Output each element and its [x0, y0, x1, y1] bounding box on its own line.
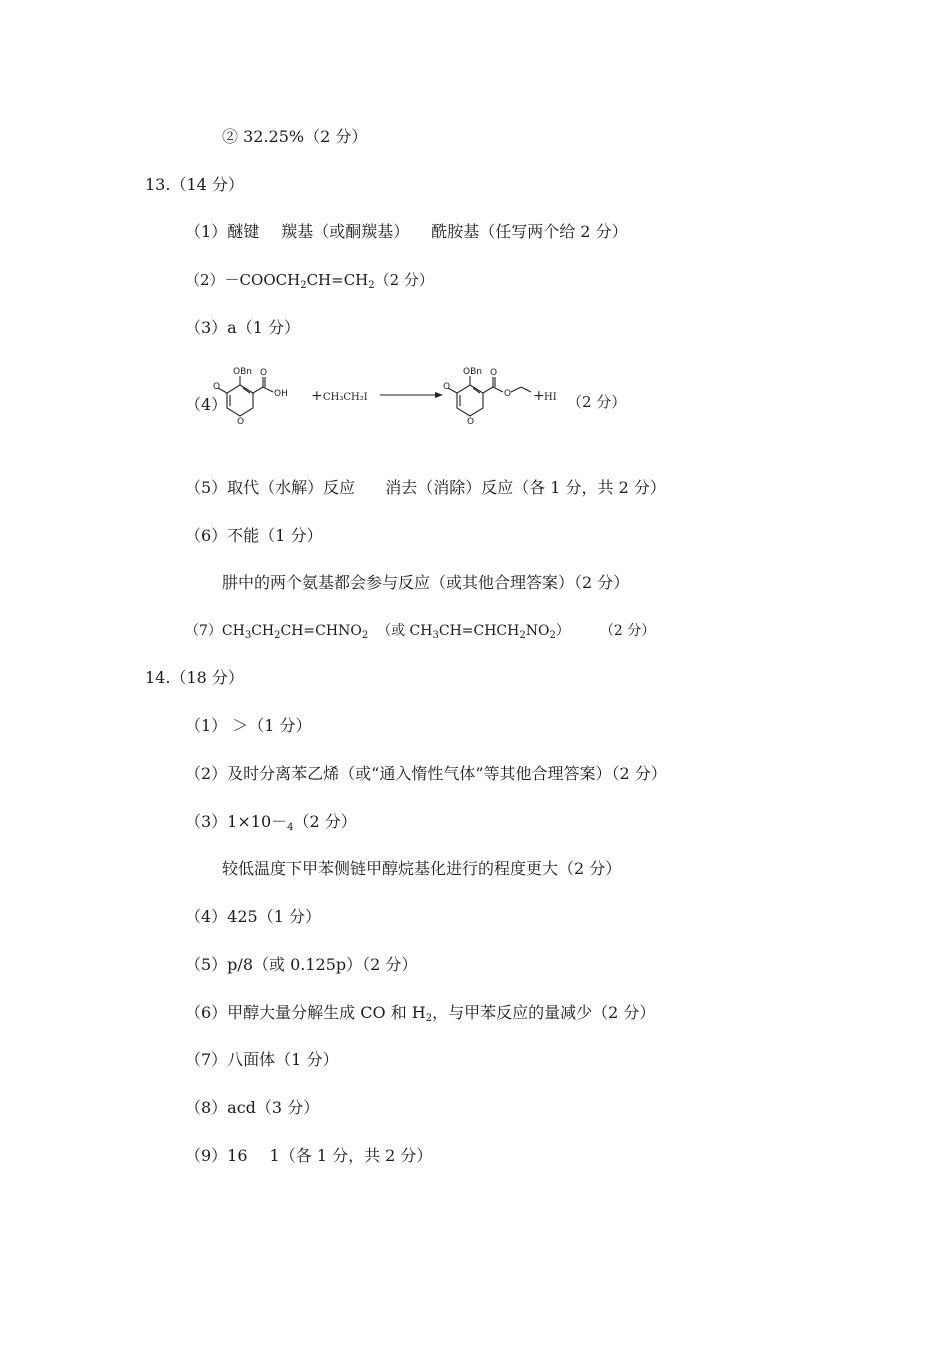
- svg-text:+: +: [311, 388, 323, 404]
- q14-part6: （6）甲醇大量分解生成 CO 和 H2，与甲苯反应的量减少（2 分）: [185, 1003, 656, 1024]
- svg-text:（2 分）: （2 分）: [567, 393, 627, 411]
- q14-part9: （9）16 1（各 1 分，共 2 分）: [185, 1146, 433, 1165]
- q14-part3-explain: 较低温度下甲苯侧链甲醇烷基化进行的程度更大（2 分）: [222, 859, 622, 878]
- q12-answer-2: ② 32.25%（2 分）: [222, 127, 368, 146]
- q14-part1: （1） ＞（1 分）: [185, 716, 312, 735]
- svg-text:O: O: [443, 382, 451, 392]
- svg-text:HI: HI: [544, 392, 557, 403]
- product-ring: [457, 385, 483, 416]
- reactant-ring: [227, 385, 253, 416]
- q13-header: 13.（14 分）: [145, 175, 244, 194]
- svg-text:O: O: [260, 368, 268, 378]
- q14-part7: （7）八面体（1 分）: [185, 1050, 339, 1069]
- q13-part2: $(2)-COOCH_2CH=CH_2(2$ 分）: [185, 271, 434, 291]
- svg-text:O: O: [213, 382, 221, 392]
- svg-text:+: +: [533, 388, 545, 404]
- q14-header: 14.（18 分）: [145, 668, 244, 687]
- q13-part6: （6）不能（1 分）: [185, 526, 323, 545]
- q13-part4-label: （4）: [185, 395, 228, 414]
- q13-part3: （3）a（1 分）: [185, 318, 300, 337]
- q13-part7: $(7)CH_3CH_2CH=CHNO_2$ （或 $CH_3CH=CHCH_2NO_2$） （2 分）: [185, 623, 656, 641]
- q13-part1: （1）醚键 羰基（或酮羰基） 酰胺基（任写两个给 2 分）: [185, 222, 628, 241]
- q13-part5: （5）取代（水解）反应 消去（消除）反应（各 1 分，共 2 分）: [185, 478, 666, 497]
- q14-part2: （2）及时分离苯乙烯（或“通入惰性气体”等其他合理答案）（2 分）: [185, 764, 667, 783]
- svg-text:CH₃CH₂I: CH₃CH₂I: [323, 392, 368, 403]
- svg-text:O: O: [504, 389, 512, 399]
- svg-text:OBn: OBn: [463, 367, 482, 377]
- q13-part6-explain: 肼中的两个氨基都会参与反应（或其他合理答案）（2 分）: [222, 573, 630, 592]
- svg-text:OBn: OBn: [233, 367, 252, 377]
- svg-text:OH: OH: [274, 389, 288, 399]
- q14-part8: （8）acd（3 分）: [185, 1098, 320, 1117]
- svg-text:O: O: [237, 417, 245, 427]
- svg-text:O: O: [490, 368, 498, 378]
- q14-part5: （5）p/8（或 0.125p）（2 分）: [185, 955, 418, 974]
- reaction-scheme: [185, 360, 645, 440]
- q14-part3: （3）1×10－4（2 分）: [185, 812, 357, 833]
- q14-part4: （4）425（1 分）: [185, 907, 321, 926]
- svg-text:O: O: [467, 417, 475, 427]
